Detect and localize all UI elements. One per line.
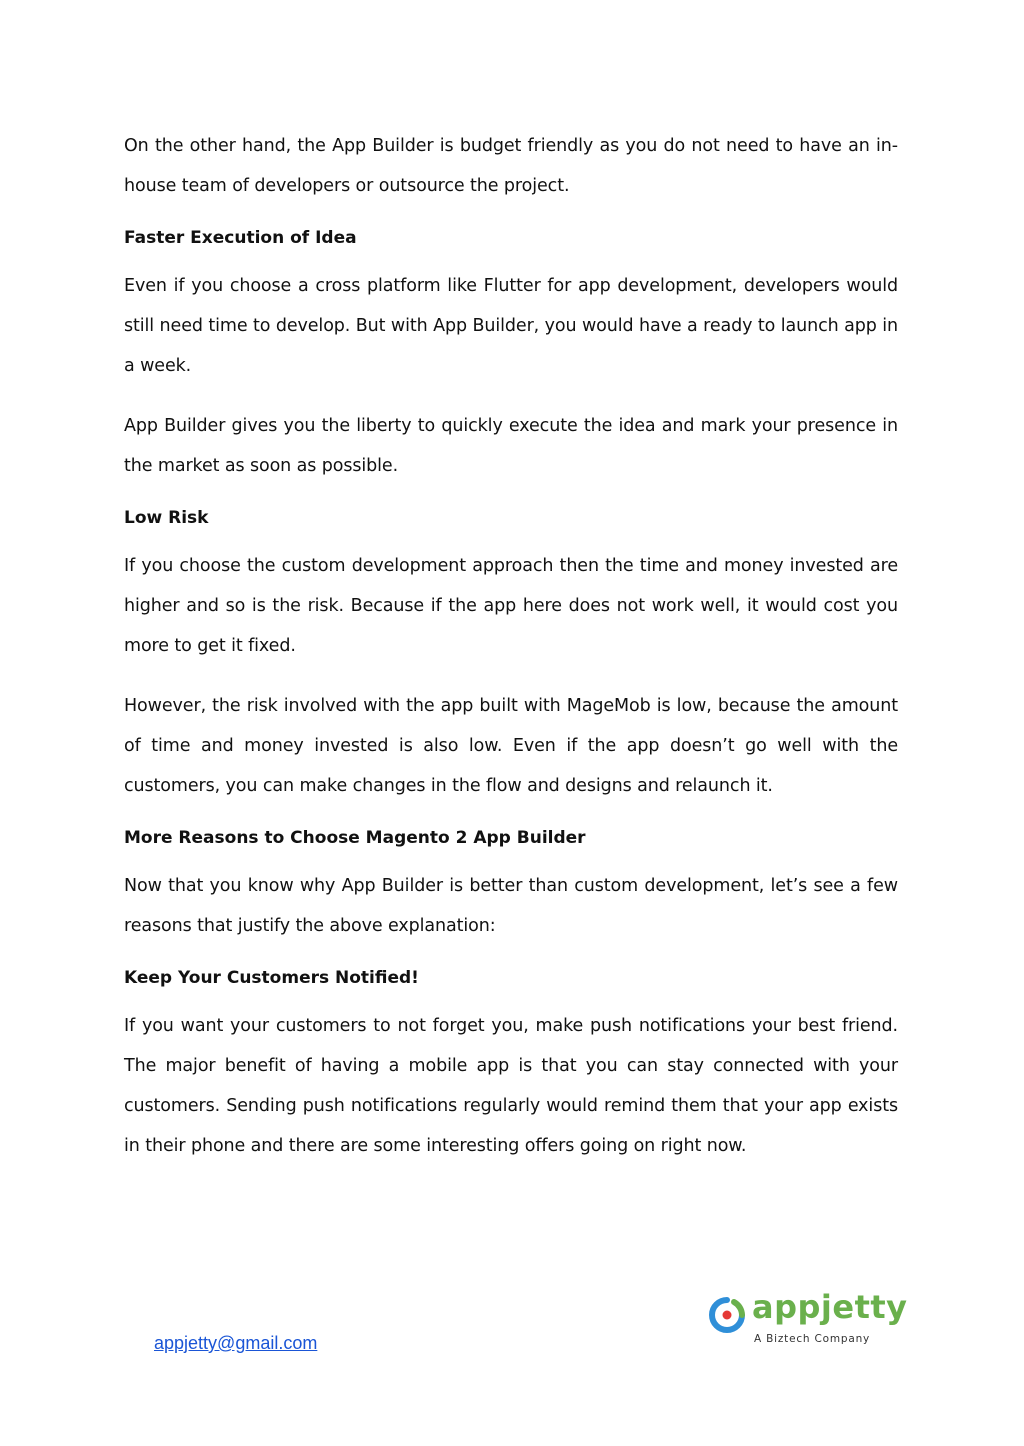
appjetty-logo [708, 1288, 908, 1352]
paragraph-push-notifications: If you want your customers to not forget you, make push notifications your best friend. The major benefit of having a mobile app is that you can stay connected with your customers. Sending push notifications regularly would remind them that your app exists in their phone and there are some interesting offers going on right now. [124, 1016, 898, 1156]
appjetty-logo-mark-icon [708, 1296, 746, 1334]
logo-wordmark: appjetty [752, 1288, 908, 1326]
heading-more-reasons: More Reasons to Choose Magento 2 App Builder [124, 828, 586, 848]
document-body [124, 126, 898, 1166]
heading-low-risk: Low Risk [124, 508, 209, 528]
heading-keep-notified: Keep Your Customers Notified! [124, 968, 419, 988]
logo-tagline: A Biztech Company [754, 1333, 871, 1345]
heading-faster-execution: Faster Execution of Idea [124, 228, 357, 248]
footer-email-link[interactable]: appjetty@gmail.com [154, 1333, 318, 1353]
paragraph-magemob-risk: However, the risk involved with the app built with MageMob is low, because the amount of time and money invested is also low. Even if the app doesn’t go well with the customers, you can make changes in the flow and designs and relaunch it. [124, 696, 898, 796]
paragraph-custom-risk: If you choose the custom development approach then the time and money invested are higher and so is the risk. Because if the app here does not work well, it would cost you more to get it fixed. [124, 556, 898, 656]
paragraph-reasons-intro: Now that you know why App Builder is better than custom development, let’s see a few reasons that justify the above explanation: [124, 876, 898, 936]
paragraph-liberty: App Builder gives you the liberty to quickly execute the idea and mark your presence in the market as soon as possible. [124, 416, 898, 476]
paragraph-cross-platform: Even if you choose a cross platform like Flutter for app development, developers would still need time to develop. But with App Builder, you would have a ready to launch app in a week. [124, 276, 898, 376]
paragraph-budget: On the other hand, the App Builder is budget friendly as you do not need to have an in-house team of developers or outsource the project. [124, 136, 898, 196]
